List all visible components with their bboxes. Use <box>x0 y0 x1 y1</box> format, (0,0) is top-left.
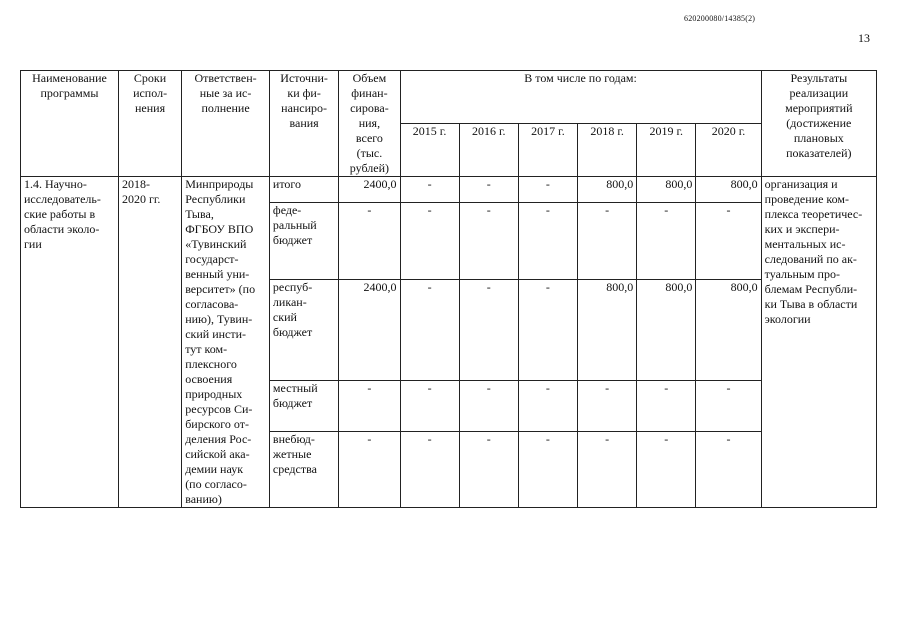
header-responsible: Ответствен- ные за ис- полнение <box>182 71 270 177</box>
source-cell: итого <box>269 177 338 203</box>
source-cell: феде- ральный бюджет <box>269 203 338 279</box>
source-cell: респуб- ликан- ский бюджет <box>269 279 338 380</box>
page-number: 13 <box>858 31 870 45</box>
header-terms: Сроки испол- нения <box>118 71 181 177</box>
total-cell: 2400,0 <box>339 279 400 380</box>
year-cell: - <box>696 431 761 507</box>
header-year: 2017 г. <box>518 124 577 177</box>
year-cell: - <box>578 431 637 507</box>
header-by-years: В том числе по годам: <box>400 71 761 124</box>
year-cell: 800,0 <box>696 177 761 203</box>
year-cell: - <box>400 177 459 203</box>
source-cell: местный бюджет <box>269 380 338 431</box>
header-year: 2015 г. <box>400 124 459 177</box>
header-year: 2019 г. <box>637 124 696 177</box>
year-cell: - <box>400 279 459 380</box>
program-name: 1.4. Научно- исследователь- ские работы в области эколо- гии <box>21 177 119 508</box>
year-cell: - <box>637 431 696 507</box>
header-program: Наименование программы <box>21 71 119 177</box>
total-cell: - <box>339 380 400 431</box>
year-cell: - <box>518 177 577 203</box>
year-cell: - <box>459 177 518 203</box>
year-cell: - <box>518 279 577 380</box>
year-cell: - <box>459 380 518 431</box>
program-table <box>20 70 877 508</box>
header-results: Результаты реализации мероприятий (достижение плановых показателей) <box>761 71 876 177</box>
total-cell: 2400,0 <box>339 177 400 203</box>
year-cell: - <box>518 203 577 279</box>
year-cell: 800,0 <box>578 279 637 380</box>
header-volume: Объем финан- сирова- ния, всего (тыс. рублей) <box>339 71 400 177</box>
year-cell: - <box>400 380 459 431</box>
header-year: 2020 г. <box>696 124 761 177</box>
year-cell: - <box>459 203 518 279</box>
year-cell: - <box>459 431 518 507</box>
header-year: 2016 г. <box>459 124 518 177</box>
year-cell: - <box>696 203 761 279</box>
header-sources: Источни- ки фи- нансиро- вания <box>269 71 338 177</box>
year-cell: 800,0 <box>696 279 761 380</box>
header-row <box>21 71 877 124</box>
total-cell: - <box>339 431 400 507</box>
source-cell: внебюд- жетные средства <box>269 431 338 507</box>
year-cell: - <box>518 380 577 431</box>
year-cell: - <box>578 203 637 279</box>
year-cell: 800,0 <box>578 177 637 203</box>
program-results: организация и проведение ком- плекса теоретичес- ких и экспери- ментальных ис- следований по ак- туальным про- блемам Республи- ки Тыва в области экологии <box>761 177 876 508</box>
year-cell: - <box>400 431 459 507</box>
document-number: 620200080/14385(2) <box>684 14 756 23</box>
year-cell: - <box>459 279 518 380</box>
year-cell: - <box>696 380 761 431</box>
year-cell: 800,0 <box>637 177 696 203</box>
year-cell: 800,0 <box>637 279 696 380</box>
total-cell: - <box>339 203 400 279</box>
table-row <box>21 177 877 203</box>
program-terms: 2018- 2020 гг. <box>118 177 181 508</box>
year-cell: - <box>637 380 696 431</box>
year-cell: - <box>578 380 637 431</box>
year-cell: - <box>518 431 577 507</box>
program-responsible: Минприроды Республики Тыва, ФГБОУ ВПО «Тувинский государст- венный уни- верситет» (по согласова- нию), Тувин- ский инсти- тут ком- плексного освоения природных ресурсов Си- бирского от- деления Рос- сийской ака- демии наук (по согласо- ванию) <box>182 177 270 508</box>
year-cell: - <box>400 203 459 279</box>
header-year: 2018 г. <box>578 124 637 177</box>
year-cell: - <box>637 203 696 279</box>
